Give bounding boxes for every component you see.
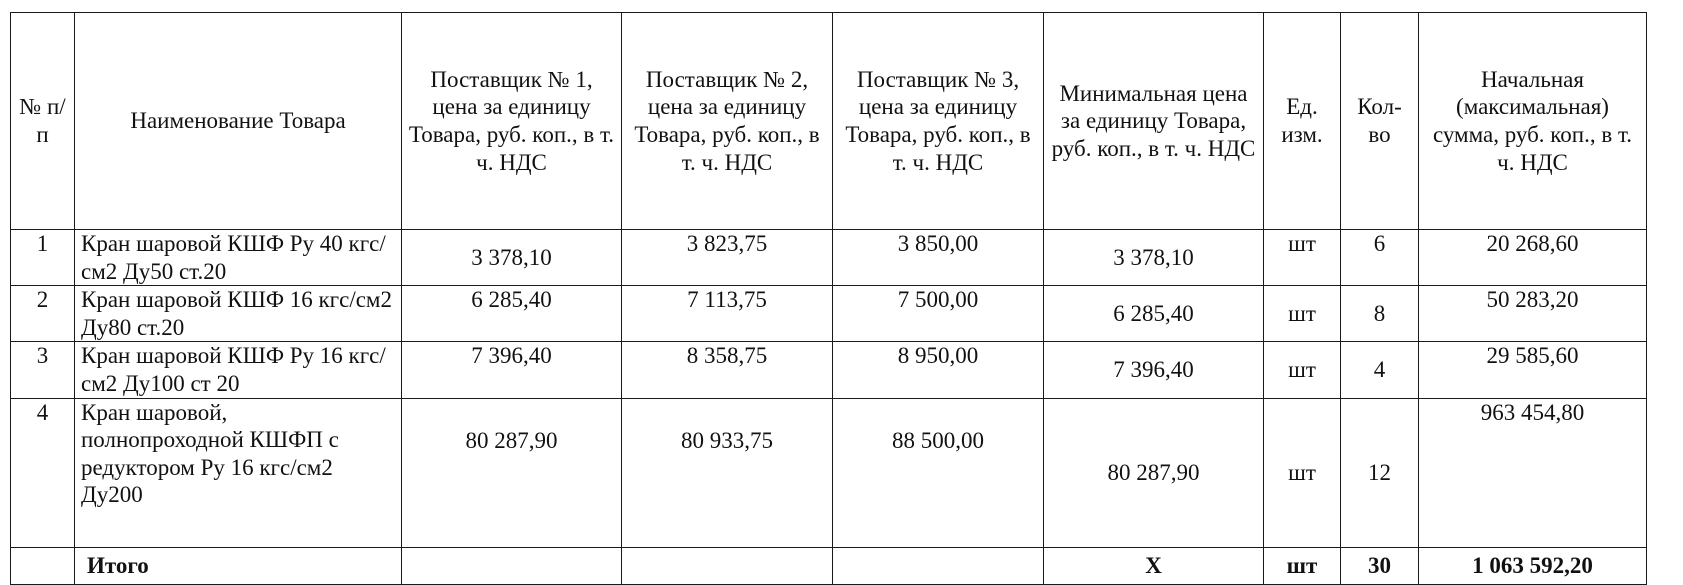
- total-empty-supplier-2: [622, 547, 833, 584]
- supplier-3-price: 8 950,00: [833, 342, 1044, 398]
- product-name: Кран шаровой КШФ Ру 40 кгс/см2 Ду50 ст.20: [75, 230, 402, 286]
- supplier-3-price: 88 500,00: [833, 398, 1044, 547]
- table-row: [11, 286, 1647, 342]
- supplier-2-price: 7 113,75: [622, 286, 833, 342]
- supplier-1-price: 6 285,40: [402, 286, 622, 342]
- product-name: Кран шаровой, полнопроходной КШФП с редуктором Ру 16 кгс/см2 Ду200: [75, 398, 402, 547]
- total-sum: 1 063 592,20: [1419, 547, 1647, 584]
- header-quantity: Кол-во: [1341, 13, 1419, 230]
- header-supplier-1: Поставщик № 1, цена за единицу Товара, руб. коп., в т. ч. НДС: [402, 13, 622, 230]
- header-row: [11, 13, 1647, 230]
- total-unit: шт: [1264, 547, 1341, 584]
- header-number: № п/п: [11, 13, 75, 230]
- row-number: 4: [11, 398, 75, 547]
- product-name: Кран шаровой КШФ Ру 16 кгс/см2 Ду100 ст 20: [75, 342, 402, 398]
- min-price: 6 285,40: [1044, 286, 1264, 342]
- max-sum: 29 585,60: [1419, 342, 1647, 398]
- product-name: Кран шаровой КШФ 16 кгс/см2 Ду80 ст.20: [75, 286, 402, 342]
- supplier-2-price: 80 933,75: [622, 398, 833, 547]
- total-empty-supplier-1: [402, 547, 622, 584]
- header-supplier-2: Поставщик № 2, цена за единицу Товара, руб. коп., в т. ч. НДС: [622, 13, 833, 230]
- header-min-price: Минимальная цена за единицу Товара, руб. коп., в т. ч. НДС: [1044, 13, 1264, 230]
- max-sum: 20 268,60: [1419, 230, 1647, 286]
- header-unit: Ед. изм.: [1264, 13, 1341, 230]
- price-comparison-table: [10, 12, 1647, 585]
- unit: шт: [1264, 342, 1341, 398]
- min-price: 7 396,40: [1044, 342, 1264, 398]
- total-quantity: 30: [1341, 547, 1419, 584]
- row-number: 1: [11, 230, 75, 286]
- quantity: 6: [1341, 230, 1419, 286]
- row-number: 3: [11, 342, 75, 398]
- unit: шт: [1264, 286, 1341, 342]
- header-max-sum: Начальная (максимальная) сумма, руб. коп., в т. ч. НДС: [1419, 13, 1647, 230]
- max-sum: 963 454,80: [1419, 398, 1647, 547]
- supplier-2-price: 8 358,75: [622, 342, 833, 398]
- supplier-3-price: 3 850,00: [833, 230, 1044, 286]
- total-empty-supplier-3: [833, 547, 1044, 584]
- supplier-1-price: 3 378,10: [402, 230, 622, 286]
- quantity: 4: [1341, 342, 1419, 398]
- total-min-price: Х: [1044, 547, 1264, 584]
- table-row: [11, 398, 1647, 547]
- supplier-3-price: 7 500,00: [833, 286, 1044, 342]
- quantity: 8: [1341, 286, 1419, 342]
- min-price: 3 378,10: [1044, 230, 1264, 286]
- total-empty-number: [11, 547, 75, 584]
- supplier-1-price: 80 287,90: [402, 398, 622, 547]
- min-price: 80 287,90: [1044, 398, 1264, 547]
- table-row: [11, 230, 1647, 286]
- max-sum: 50 283,20: [1419, 286, 1647, 342]
- table-row: [11, 342, 1647, 398]
- unit: шт: [1264, 398, 1341, 547]
- row-number: 2: [11, 286, 75, 342]
- quantity: 12: [1341, 398, 1419, 547]
- total-row: [11, 547, 1647, 584]
- header-supplier-3: Поставщик № 3, цена за единицу Товара, руб. коп., в т. ч. НДС: [833, 13, 1044, 230]
- header-product-name: Наименование Товара: [75, 13, 402, 230]
- unit: шт: [1264, 230, 1341, 286]
- total-label: Итого: [75, 547, 402, 584]
- supplier-2-price: 3 823,75: [622, 230, 833, 286]
- supplier-1-price: 7 396,40: [402, 342, 622, 398]
